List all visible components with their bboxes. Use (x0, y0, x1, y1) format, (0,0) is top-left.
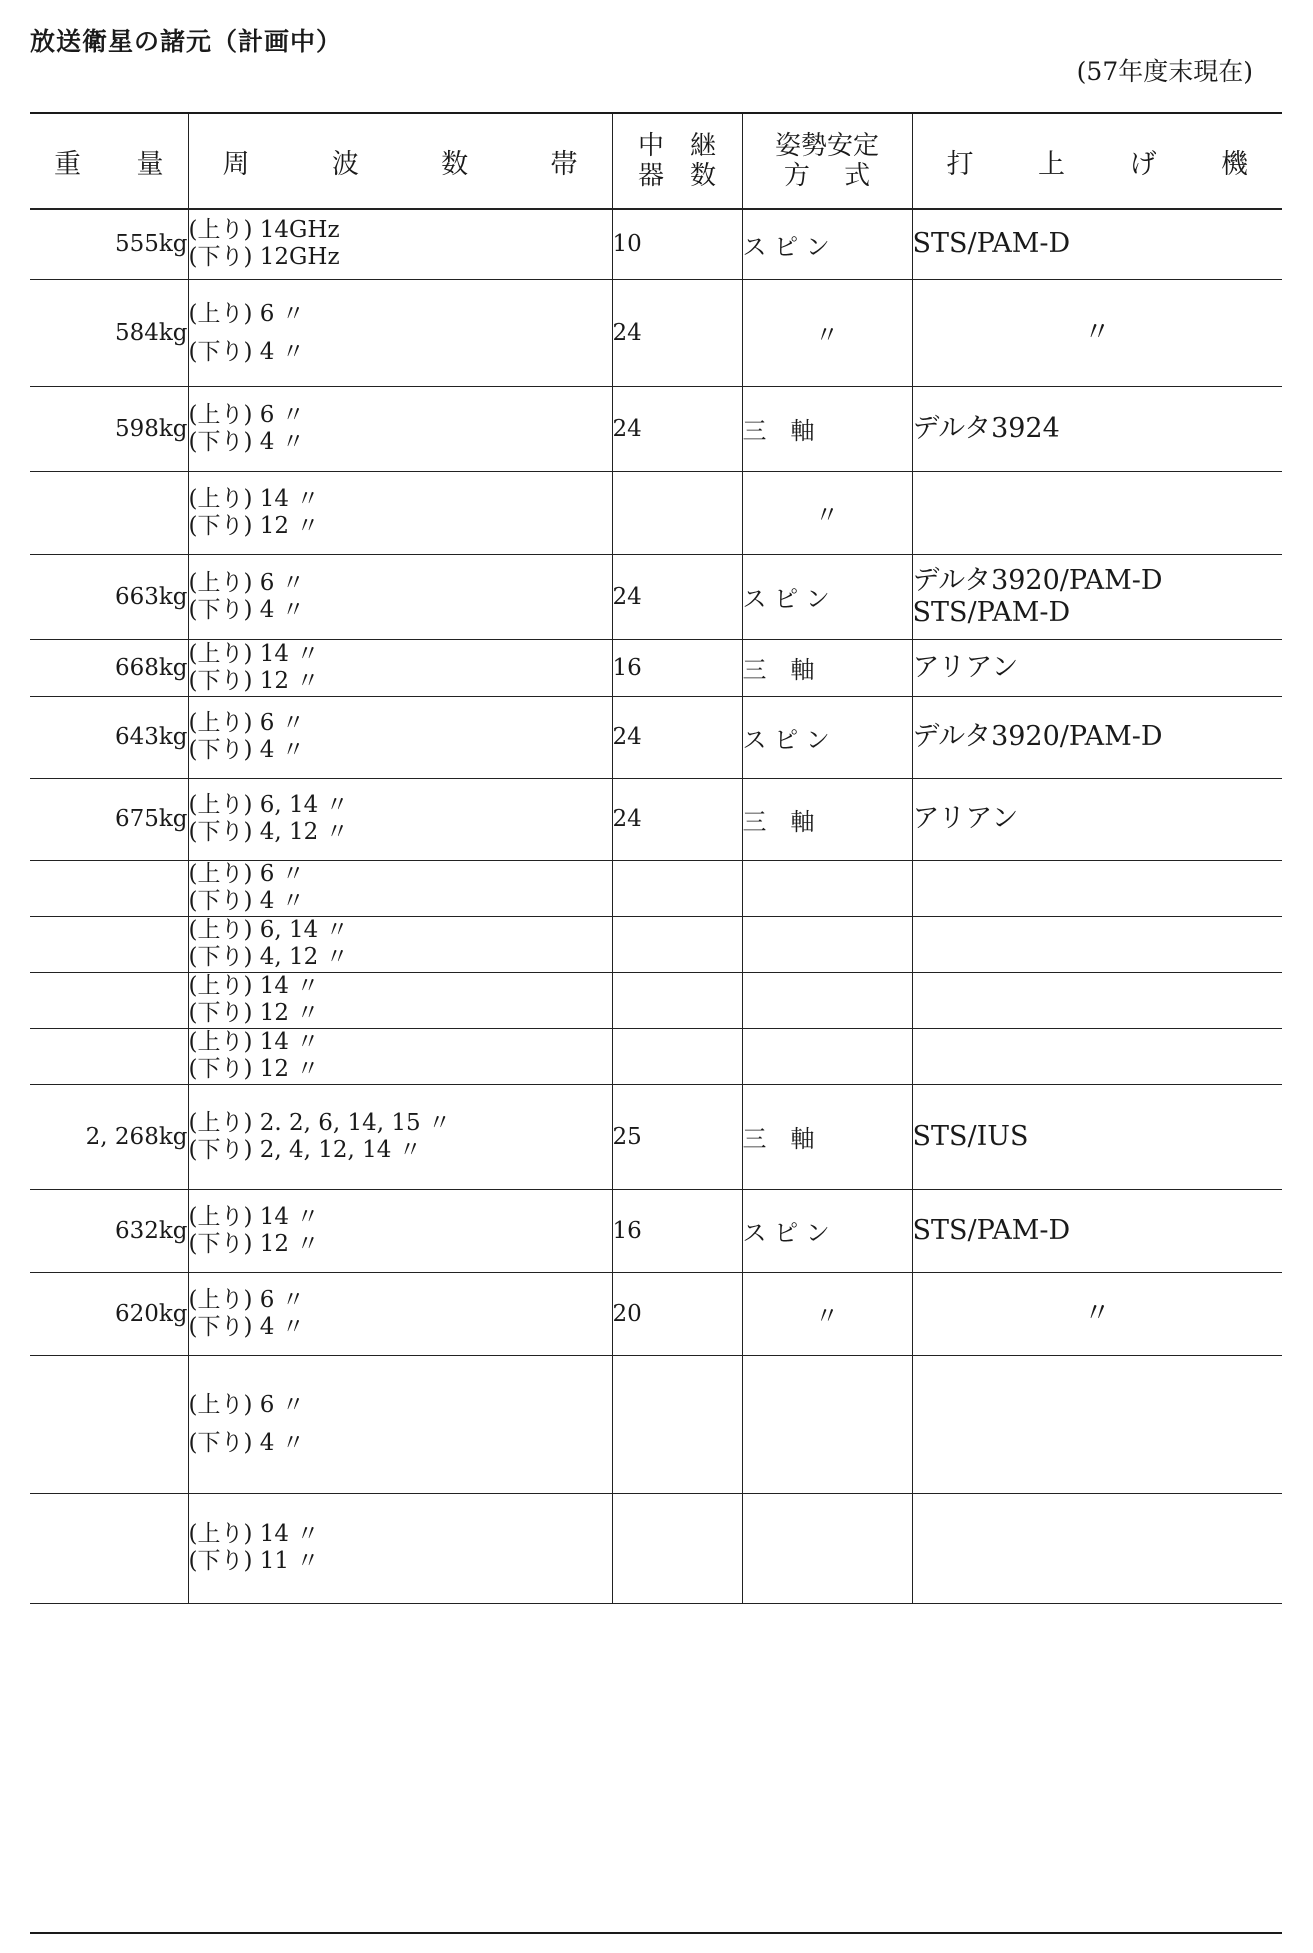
cell-weight: 643kg (30, 696, 188, 778)
as-of-note: (57年度末現在) (1076, 57, 1253, 86)
page-title: 放送衛星の諸元（計画中） (30, 27, 343, 56)
cell-launcher (912, 972, 1282, 1028)
cell-attitude-control: ス ピ ン (742, 1189, 912, 1272)
table-row (30, 279, 1282, 386)
cell-frequency-band (188, 1189, 612, 1272)
cell-frequency-band (188, 639, 612, 696)
cell-transponders: 24 (612, 778, 742, 860)
table-row (30, 386, 1282, 471)
cell-frequency-band (188, 554, 612, 639)
header-attitude-control: 姿勢安定 方 式 (742, 114, 912, 209)
downlink-frequency: (下り) 4 〃 (188, 428, 305, 455)
cell-attitude-control (742, 1028, 912, 1084)
launcher-line: デルタ3920/PAM-D (912, 564, 1163, 596)
table-row (30, 916, 1282, 972)
uplink-frequency: (上り) 14 〃 (188, 640, 320, 667)
table-row (30, 471, 1282, 554)
downlink-frequency: (下り) 4 〃 (188, 1430, 305, 1456)
cell-weight: 675kg (30, 778, 188, 860)
cell-transponders: 24 (612, 386, 742, 471)
table-row (30, 1084, 1282, 1189)
cell-launcher (912, 1189, 1282, 1272)
cell-transponders: 24 (612, 554, 742, 639)
cell-attitude-control: 三 軸 (742, 639, 912, 696)
cell-weight: 620kg (30, 1272, 188, 1355)
cell-launcher (912, 1355, 1282, 1493)
cell-launcher (912, 639, 1282, 696)
cell-frequency-band (188, 1084, 612, 1189)
cell-weight: 663kg (30, 554, 188, 639)
cell-transponders: 10 (612, 209, 742, 279)
cell-attitude-control: 三 軸 (742, 778, 912, 860)
downlink-frequency: (下り) 4 〃 (188, 1313, 305, 1340)
uplink-frequency: (上り) 14 〃 (188, 1029, 320, 1055)
cell-attitude-control: 三 軸 (742, 386, 912, 471)
uplink-frequency: (上り) 6 〃 (188, 401, 305, 428)
downlink-frequency: (下り) 12 〃 (188, 1230, 320, 1257)
downlink-frequency: (下り) 4 〃 (188, 888, 305, 914)
cell-launcher (912, 1028, 1282, 1084)
table-row (30, 554, 1282, 639)
cell-transponders (612, 916, 742, 972)
table-row (30, 1272, 1282, 1355)
table-bottom-rule (30, 1932, 1282, 1934)
header-launcher: 打 上 げ 機 (912, 114, 1282, 209)
header-transponders: 中 継 器 数 (612, 114, 742, 209)
cell-launcher (912, 1084, 1282, 1189)
cell-weight (30, 1355, 188, 1493)
uplink-frequency: (上り) 6 〃 (188, 861, 305, 887)
cell-attitude-control: 三 軸 (742, 1084, 912, 1189)
downlink-frequency: (下り) 12 〃 (188, 1056, 320, 1082)
cell-transponders (612, 1355, 742, 1493)
cell-frequency-band (188, 386, 612, 471)
launcher-line: アリアン (912, 651, 1019, 683)
launcher-line: STS/PAM-D (912, 228, 1071, 260)
downlink-frequency: (下り) 12 〃 (188, 1000, 320, 1026)
cell-transponders: 16 (612, 639, 742, 696)
uplink-frequency: (上り) 6 〃 (188, 1286, 305, 1313)
cell-launcher (912, 696, 1282, 778)
cell-launcher (912, 471, 1282, 554)
cell-frequency-band (188, 209, 612, 279)
cell-launcher (912, 860, 1282, 916)
uplink-frequency: (上り) 14 〃 (188, 485, 320, 512)
uplink-frequency: (上り) 6 〃 (188, 300, 305, 327)
cell-attitude-control: 〃 (742, 1272, 912, 1355)
cell-transponders: 16 (612, 1189, 742, 1272)
cell-attitude-control: 〃 (742, 471, 912, 554)
cell-weight (30, 1493, 188, 1603)
cell-weight: 668kg (30, 639, 188, 696)
cell-frequency-band (188, 1493, 612, 1603)
cell-transponders (612, 1028, 742, 1084)
table-row (30, 696, 1282, 778)
downlink-frequency: (下り) 4, 12 〃 (188, 944, 349, 970)
uplink-frequency: (上り) 6, 14 〃 (188, 917, 349, 943)
cell-launcher (912, 1493, 1282, 1603)
cell-weight: 598kg (30, 386, 188, 471)
cell-transponders: 25 (612, 1084, 742, 1189)
cell-attitude-control: 〃 (742, 279, 912, 386)
cell-frequency-band (188, 860, 612, 916)
cell-launcher (912, 554, 1282, 639)
uplink-frequency: (上り) 6 〃 (188, 710, 305, 736)
cell-frequency-band (188, 1028, 612, 1084)
downlink-frequency: (下り) 12 〃 (188, 512, 320, 539)
launcher-line: アリアン (912, 803, 1019, 834)
cell-attitude-control (742, 1355, 912, 1493)
table-row (30, 209, 1282, 279)
launcher-line: デルタ3920/PAM-D (912, 721, 1163, 752)
cell-transponders (612, 471, 742, 554)
downlink-frequency: (下り) 4 〃 (188, 338, 305, 365)
cell-weight (30, 1028, 188, 1084)
cell-weight: 555kg (30, 209, 188, 279)
cell-launcher (912, 916, 1282, 972)
launcher-line: STS/PAM-D (912, 596, 1071, 628)
table-row (30, 778, 1282, 860)
table-row (30, 972, 1282, 1028)
uplink-frequency: (上り) 14GHz (188, 217, 340, 244)
satellite-spec-table (30, 114, 1282, 1604)
cell-weight (30, 471, 188, 554)
cell-frequency-band (188, 972, 612, 1028)
cell-attitude-control (742, 860, 912, 916)
uplink-frequency: (上り) 14 〃 (188, 1521, 320, 1547)
cell-weight (30, 972, 188, 1028)
uplink-frequency: (上り) 14 〃 (188, 973, 320, 999)
downlink-frequency: (下り) 4, 12 〃 (188, 819, 349, 845)
header-weight: 重 量 (30, 114, 188, 209)
cell-weight: 632kg (30, 1189, 188, 1272)
launcher-line: STS/PAM-D (912, 1214, 1071, 1246)
cell-frequency-band (188, 916, 612, 972)
cell-weight: 584kg (30, 279, 188, 386)
uplink-frequency: (上り) 6 〃 (188, 1392, 305, 1418)
launcher-line: 〃 (1083, 316, 1111, 348)
cell-frequency-band (188, 1355, 612, 1493)
cell-frequency-band (188, 1272, 612, 1355)
cell-transponders (612, 1493, 742, 1603)
cell-weight (30, 860, 188, 916)
cell-transponders: 24 (612, 279, 742, 386)
launcher-line: 〃 (1083, 1297, 1111, 1329)
header-frequency-band: 周 波 数 帯 (188, 114, 612, 209)
cell-transponders (612, 972, 742, 1028)
table-row (30, 1028, 1282, 1084)
cell-attitude-control: ス ピ ン (742, 554, 912, 639)
cell-weight: 2, 268kg (30, 1084, 188, 1189)
cell-launcher (912, 279, 1282, 386)
cell-frequency-band (188, 279, 612, 386)
cell-attitude-control: ス ピ ン (742, 696, 912, 778)
table-row (30, 639, 1282, 696)
cell-attitude-control (742, 1493, 912, 1603)
cell-attitude-control: ス ピ ン (742, 209, 912, 279)
table-row (30, 1493, 1282, 1603)
launcher-line: STS/IUS (912, 1120, 1029, 1152)
downlink-frequency: (下り) 12GHz (188, 244, 340, 271)
table-row (30, 860, 1282, 916)
cell-attitude-control (742, 916, 912, 972)
header-row (30, 114, 1282, 209)
downlink-frequency: (下り) 4 〃 (188, 737, 305, 763)
cell-transponders: 20 (612, 1272, 742, 1355)
uplink-frequency: (上り) 6 〃 (188, 569, 305, 596)
cell-transponders: 24 (612, 696, 742, 778)
cell-transponders (612, 860, 742, 916)
cell-attitude-control (742, 972, 912, 1028)
launcher-line: デルタ3924 (912, 412, 1060, 444)
uplink-frequency: (上り) 6, 14 〃 (188, 792, 349, 818)
cell-weight (30, 916, 188, 972)
cell-frequency-band (188, 696, 612, 778)
table-row (30, 1355, 1282, 1493)
cell-frequency-band (188, 471, 612, 554)
cell-launcher (912, 386, 1282, 471)
downlink-frequency: (下り) 12 〃 (188, 667, 320, 694)
downlink-frequency: (下り) 4 〃 (188, 596, 305, 623)
cell-launcher (912, 778, 1282, 860)
cell-launcher (912, 1272, 1282, 1355)
cell-launcher (912, 209, 1282, 279)
cell-frequency-band (188, 778, 612, 860)
uplink-frequency: (上り) 14 〃 (188, 1203, 320, 1230)
downlink-frequency: (下り) 11 〃 (188, 1548, 320, 1574)
downlink-frequency: (下り) 2, 4, 12, 14 〃 (188, 1136, 422, 1163)
uplink-frequency: (上り) 2. 2, 6, 14, 15 〃 (188, 1109, 451, 1136)
table-row (30, 1189, 1282, 1272)
